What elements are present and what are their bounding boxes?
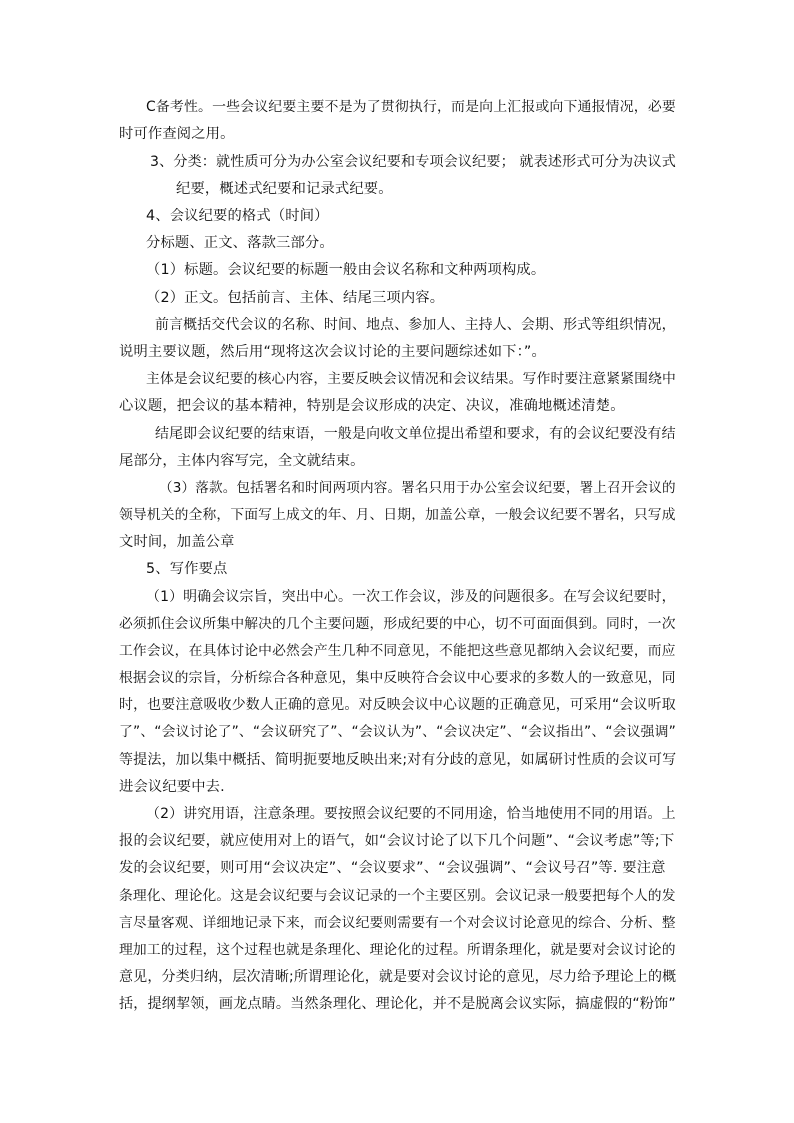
text-line: 分标题、正文、落款三部分。 <box>146 235 334 251</box>
text-line: 3、分类：就性质可分为办公室会议纪要和专项会议纪要； 就表述形式可分为决议式 <box>150 154 676 170</box>
text-line: 等提法，加以集中概括、简明扼要地反映出来;对有分歧的意见，如属研讨性质的会议可写 <box>119 752 677 768</box>
text-line: 主体是会议纪要的核心内容，主要反映会议情况和会议结果。写作时要注意紧紧围绕中 <box>146 371 676 387</box>
text-line: 文时间，加盖公章 <box>119 534 235 550</box>
text-line: （1）标题。会议纪要的标题一般由会议名称和文种两项构成。 <box>146 262 546 278</box>
text-line: 理加工的过程，这个过程也就是条理化、理论化的过程。所谓条理化，就是要对会议讨论的 <box>119 942 676 958</box>
text-line: 发的会议纪要，则可用“会议决定”、“会议要求”、“会议强调”、“会议号召”等. 要注意 <box>119 860 666 876</box>
text-line: （2）讲究用语，注意条理。要按照会议纪要的不同用途，恰当地使用不同的用语。上 <box>146 806 676 822</box>
text-line: 纪要，概述式纪要和记录式纪要。 <box>176 181 393 197</box>
text-line: 报的会议纪要，就应使用对上的语气，如“会议讨论了以下几个问题”、“会议考虑”等;下 <box>119 833 675 849</box>
text-line: C备考性。一些会议纪要主要不是为了贯彻执行，而是向上汇报或向下通报情况，必要 <box>146 99 676 115</box>
text-line: 根据会议的宗旨，分析综合各种意见，集中反映符合会议中心要求的多数人的一致意见，同 <box>119 670 676 686</box>
text-line: （1）明确会议宗旨，突出中心。一次工作会议，涉及的问题很多。在写会议纪要时， <box>146 589 676 605</box>
text-line: 时可作查阅之用。 <box>119 126 235 142</box>
text-line: 言尽量客观、详细地记录下来，而会议纪要则需要有一个对会议讨论意见的综合、分析、整 <box>119 915 676 931</box>
text-line: 意见，分类归纳，层次清晰;所谓理论化，就是要对会议讨论的意见，尽力给予理论上的概 <box>119 969 677 985</box>
text-line: 条理化、理论化。这是会议纪要与会议记录的一个主要区别。会议记录一般要把每个人的发 <box>119 888 676 904</box>
section-heading: 5、写作要点 <box>146 561 228 577</box>
text-line: 必须抓住会议所集中解决的几个主要问题，形成纪要的中心，切不可面面俱到。同时，一次 <box>119 616 676 632</box>
text-line: （3）落款。包括署名和时间两项内容。署名只用于办公室会议纪要，署上召开会议的 <box>159 480 676 496</box>
text-line: （2）正文。包括前言、主体、结尾三项内容。 <box>146 290 445 306</box>
text-line: 括，提纲挈领，画龙点睛。当然条理化、理论化，并不是脱离会议实际，搞虚假的“粉饰” <box>119 996 676 1012</box>
text-line: 进会议纪要中去. <box>119 779 225 795</box>
text-line: 了”、“会议讨论了”、“会议研究了”、“会议认为”、“会议决定”、“会议指出”、“会议强调” <box>119 724 676 740</box>
text-line: 说明主要议题，然后用“现将这次会议讨论的主要问题综述如下：”。 <box>119 344 546 360</box>
text-line: 尾部分，主体内容写完，全文就结束。 <box>119 453 365 469</box>
section-heading: 4、会议纪要的格式（时间） <box>146 208 329 224</box>
text-line: 结尾即会议纪要的结束语，一般是向收文单位提出希望和要求，有的会议纪要没有结 <box>155 426 676 442</box>
text-line: 工作会议，在具体讨论中必然会产生几种不同意见，不能把这些意见都纳入会议纪要，而应 <box>119 643 676 659</box>
text-line: 心议题，把会议的基本精神，特别是会议形成的决定、决议，准确地概述清楚。 <box>119 398 625 414</box>
text-line: 领导机关的全称，下面写上成文的年、月、日期，加盖公章，一般会议纪要不署名，只写成 <box>119 507 676 523</box>
text-line: 前言概括交代会议的名称、时间、地点、参加人、主持人、会期、形式等组织情况， <box>155 317 676 333</box>
text-line: 时，也要注意吸收少数人正确的意见。对反映会议中心议题的正确意见，可采用“会议听取 <box>119 697 676 713</box>
